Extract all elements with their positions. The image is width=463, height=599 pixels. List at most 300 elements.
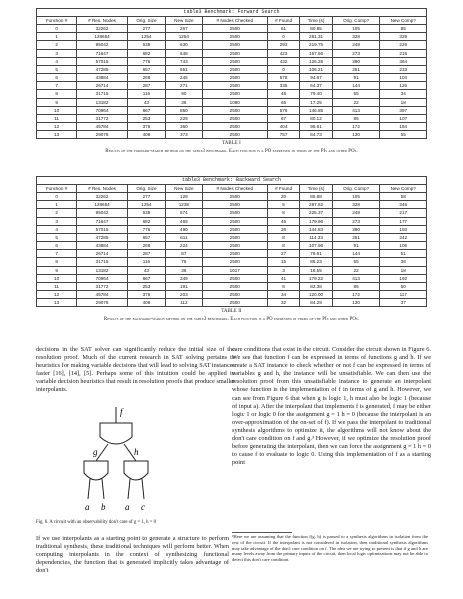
input-label-b: b: [101, 502, 106, 512]
table-cell: 5: [267, 201, 300, 209]
table-cell: 349: [165, 274, 202, 282]
table-cell: 273: [332, 217, 380, 225]
table-cell: 67: [267, 114, 300, 122]
table-cell: 8: [267, 242, 300, 250]
table-cell: 413: [332, 274, 380, 282]
table-cell: 268: [127, 242, 165, 250]
table-cell: 611: [165, 233, 202, 241]
column-header: Orig. Comp?: [332, 17, 380, 25]
table-cell: 3: [37, 49, 77, 57]
table-header-row: [37, 17, 427, 25]
table-cell: 13: [37, 131, 77, 139]
table-cell: 8: [37, 258, 77, 266]
table-cell: 335: [267, 82, 300, 90]
table-cell: 404: [267, 123, 300, 131]
table-cell: 11: [37, 282, 77, 290]
table-cell: 48: [267, 90, 300, 98]
table-cell: 79.40: [300, 90, 332, 98]
table-cell: 578: [267, 74, 300, 82]
table-cell: 12: [37, 123, 77, 131]
top-gate: [100, 423, 132, 444]
table-cell: 106: [380, 242, 427, 250]
table-i-label: TABLE I: [222, 141, 241, 147]
table-cell: 45784: [77, 123, 128, 131]
table-cell: 2500: [202, 282, 267, 290]
table-cell: 13182: [77, 98, 128, 106]
table-cell: 57015: [77, 57, 128, 65]
table-cell: 41: [267, 274, 300, 282]
table-cell: 90: [165, 90, 202, 98]
table-cell: 36: [380, 258, 427, 266]
table-cell: 86: [332, 114, 380, 122]
table-cell: 408: [127, 131, 165, 139]
table-cell: 128654: [77, 33, 128, 41]
column-header: # Nodes Checked: [202, 185, 267, 193]
table-cell: 682: [127, 49, 165, 57]
table-header-row: [37, 185, 427, 193]
table-cell: 29078: [77, 131, 128, 139]
column-header: Function #: [37, 185, 77, 193]
table-row: [37, 250, 427, 258]
table-cell: 51: [380, 250, 427, 258]
table-cell: 126: [380, 82, 427, 90]
table-cell: 32262: [77, 25, 128, 33]
table-cell: 114.33: [300, 233, 332, 241]
wire-g: [96, 444, 108, 461]
table-cell: 34: [380, 90, 427, 98]
left-paragraph-1: decisions in the SAT solver can significantly reduce the initial size of the resolution proof. Much of the current research in SAT solving pertains to heuristics for making variable decisions that will lead to solving SAT instances faster [16], [14], [5]. Perhaps some of this intuition could be applied to variable decision heuristics that result in resolution proofs that produce smaller interpolants.: [36, 346, 235, 394]
table-cell: 57015: [77, 225, 128, 233]
table-cell: 177: [380, 217, 427, 225]
table-cell: 225.37: [300, 209, 332, 217]
table-cell: 10: [37, 274, 77, 282]
table-cell: 36: [165, 266, 202, 274]
table-cell: 120.00: [300, 291, 332, 299]
table-cell: 2500: [202, 299, 267, 307]
table-cell: 233: [380, 65, 427, 73]
table-cell: 1: [37, 33, 77, 41]
table-cell: 2500: [202, 57, 267, 65]
table-row: [37, 291, 427, 299]
table-row: [37, 209, 427, 217]
table-cell: 86: [332, 282, 380, 290]
table-cell: 76.61: [300, 250, 332, 258]
forward-search-table: [36, 8, 427, 139]
table-cell: 22: [332, 98, 380, 106]
table-cell: 45: [267, 217, 300, 225]
table-cell: 8: [267, 233, 300, 241]
table-cell: 245: [165, 74, 202, 82]
table-cell: 76: [165, 258, 202, 266]
table-cell: 2500: [202, 74, 267, 82]
table-row: [37, 225, 427, 233]
table-cell: 85.88: [300, 193, 332, 201]
left-gate: [84, 461, 108, 480]
table-cell: 117: [380, 291, 427, 299]
table-row: [37, 201, 427, 209]
table-cell: 91: [332, 74, 380, 82]
table-cell: 682: [127, 217, 165, 225]
left-column: [36, 346, 235, 395]
table-cell: 94.67: [300, 74, 332, 82]
table-cell: 32262: [77, 193, 128, 201]
table-cell: 277: [127, 25, 165, 33]
table-cell: 58: [380, 193, 427, 201]
table-cell: 146.85: [300, 106, 332, 114]
input-wire-a1: [88, 479, 90, 499]
column-header: Time (s): [300, 17, 332, 25]
table-cell: 8: [37, 90, 77, 98]
table-ii-title: table3 Benchmark: Backward Search: [36, 176, 427, 184]
table-row: [37, 90, 427, 98]
table-cell: 1254: [127, 201, 165, 209]
table-cell: 18: [380, 266, 427, 274]
input-wire-b: [102, 479, 104, 499]
table-row: [37, 65, 427, 73]
table-i-caption: Results of the forward-search method on the table3 benchmark. Each function is a PO expressed in terms of the PIs and other POs.: [105, 148, 358, 154]
table-cell: 1254: [165, 33, 202, 41]
table-cell: 648: [165, 49, 202, 57]
table-cell: 376: [127, 123, 165, 131]
table-cell: 219.75: [300, 41, 332, 49]
table-cell: 242: [380, 233, 427, 241]
table-row: [37, 242, 427, 250]
table-cell: 8: [267, 282, 300, 290]
table-cell: 128654: [77, 201, 128, 209]
table-cell: 6: [37, 242, 77, 250]
table-row: [37, 57, 427, 65]
table-cell: 287.62: [300, 201, 332, 209]
table-cell: 32: [267, 299, 300, 307]
column-header: Orig. Size: [127, 17, 165, 25]
footnote-rule: [232, 532, 292, 533]
table-cell: 574: [165, 209, 202, 217]
table-cell: 11: [37, 114, 77, 122]
table-cell: 251: [332, 233, 380, 241]
table-cell: 328: [332, 33, 380, 41]
table-cell: 2500: [202, 90, 267, 98]
table-cell: 16.55: [300, 266, 332, 274]
table-row: [37, 74, 427, 82]
table-cell: 2500: [202, 25, 267, 33]
table-cell: 215: [380, 49, 427, 57]
table-cell: 8: [267, 209, 300, 217]
table-cell: 360: [165, 123, 202, 131]
table-cell: 229: [165, 114, 202, 122]
table-cell: 657: [127, 65, 165, 73]
table-cell: 43884: [77, 74, 128, 82]
table-cell: 7: [37, 250, 77, 258]
column-header: New Comp?: [380, 17, 427, 25]
table-cell: 638: [127, 209, 165, 217]
table-cell: 469: [165, 217, 202, 225]
table-cell: 55: [380, 131, 427, 139]
table-ii-label: TABLE II: [221, 309, 242, 315]
table-cell: 743: [165, 57, 202, 65]
label-g: g: [93, 447, 98, 457]
table-row: [37, 25, 427, 33]
table-cell: 5: [37, 233, 77, 241]
table-cell: 85.23: [300, 258, 332, 266]
table-cell: 397: [380, 106, 427, 114]
table-cell: 105: [332, 193, 380, 201]
table-cell: 126.26: [300, 57, 332, 65]
table-row: [37, 274, 427, 282]
table-cell: 15: [267, 258, 300, 266]
table-i-block: [36, 8, 427, 155]
table-cell: 2500: [202, 209, 267, 217]
table-cell: 82.38: [300, 282, 332, 290]
table-cell: 26: [267, 225, 300, 233]
table-cell: 26714: [77, 82, 128, 90]
table-cell: 179.96: [300, 217, 332, 225]
table-cell: 380: [332, 225, 380, 233]
table-cell: 287: [127, 82, 165, 90]
table-cell: 31715: [77, 258, 128, 266]
table-cell: 2500: [202, 225, 267, 233]
table-cell: 104: [380, 74, 427, 82]
table-cell: 84.29: [300, 299, 332, 307]
table-cell: 47285: [77, 233, 128, 241]
table-cell: 91: [332, 242, 380, 250]
table-cell: 95042: [77, 209, 128, 217]
table-cell: 0: [267, 65, 300, 73]
table-cell: 2500: [202, 33, 267, 41]
table-cell: 107: [380, 114, 427, 122]
table-cell: 5: [37, 65, 77, 73]
table-cell: 64.37: [300, 82, 332, 90]
table-ii-block: [36, 176, 427, 323]
table-cell: 277: [127, 193, 165, 201]
table-cell: 2500: [202, 201, 267, 209]
table-cell: 253: [127, 114, 165, 122]
table-row: [37, 49, 427, 57]
table-row: [37, 98, 427, 106]
table-cell: 281.31: [300, 33, 332, 41]
table-cell: 179.22: [300, 274, 332, 282]
table-cell: 432: [267, 57, 300, 65]
table-cell: 2500: [202, 131, 267, 139]
table-cell: 271: [165, 82, 202, 90]
table-cell: 20: [267, 193, 300, 201]
table-cell: 248: [332, 209, 380, 217]
table-cell: 2500: [202, 250, 267, 258]
table-cell: 36: [165, 98, 202, 106]
table-cell: 251: [332, 65, 380, 73]
table-cell: 17.25: [300, 98, 332, 106]
table-cell: 80.12: [300, 114, 332, 122]
table-row: [37, 33, 427, 41]
table-cell: 2500: [202, 106, 267, 114]
right-gate: [124, 461, 148, 480]
table-cell: 50: [380, 282, 427, 290]
table-cell: 657: [127, 233, 165, 241]
table-cell: 172: [332, 123, 380, 131]
table-cell: 2500: [202, 242, 267, 250]
column-header: # Found: [267, 17, 300, 25]
table-cell: 850: [165, 106, 202, 114]
table-cell: 47285: [77, 65, 128, 73]
column-header: # Res. Nodes: [77, 17, 128, 25]
table-cell: 80.85: [300, 25, 332, 33]
table-cell: 55: [332, 258, 380, 266]
table-cell: 293: [267, 41, 300, 49]
table-cell: 490: [165, 225, 202, 233]
table-row: [37, 106, 427, 114]
table-cell: 144: [332, 250, 380, 258]
table-cell: 105: [332, 25, 380, 33]
table-cell: 651: [165, 65, 202, 73]
table-i-title: table3 Benchmark: Forward Search: [36, 8, 427, 16]
table-cell: 776: [127, 57, 165, 65]
table-cell: 13: [37, 299, 77, 307]
circuit-figure: [56, 403, 176, 519]
left-paragraph-2: If we use interpolants as a starting point to generate a structure to perform traditional synthesis, these traditional techniques will perform better. When computing interpolants in the context of synthesizing functional dependencies, the function that is generated implicitly takes advantage of don't: [36, 535, 229, 575]
table-cell: 0: [37, 193, 77, 201]
table-cell: 2500: [202, 291, 267, 299]
table-cell: 630: [165, 41, 202, 49]
table-cell: 0: [267, 33, 300, 41]
table-cell: 373: [165, 131, 202, 139]
table-cell: 172: [332, 291, 380, 299]
table-cell: 43: [127, 98, 165, 106]
table-cell: 107.96: [300, 242, 332, 250]
table-cell: 116: [127, 258, 165, 266]
table-cell: 13182: [77, 266, 128, 274]
table-cell: 129: [165, 193, 202, 201]
output-label-f: f: [120, 407, 123, 417]
table-cell: 0: [37, 25, 77, 33]
table-cell: 2500: [202, 41, 267, 49]
table-cell: 10: [37, 106, 77, 114]
table-row: [37, 233, 427, 241]
table-cell: 203: [165, 291, 202, 299]
table-cell: 87: [165, 250, 202, 258]
table-cell: 376: [127, 291, 165, 299]
table-cell: 157.66: [300, 49, 332, 57]
table-cell: 2500: [202, 258, 267, 266]
table-cell: 423: [267, 49, 300, 57]
table-cell: 217: [380, 209, 427, 217]
table-row: [37, 114, 427, 122]
table-cell: 2500: [202, 65, 267, 73]
column-header: Orig. Size: [127, 185, 165, 193]
table-cell: 267: [165, 25, 202, 33]
table-ii-caption: Results of the backward-search method on the table3 benchmark. Each function is a PO expressed in terms of the PIs and other POs.: [103, 316, 360, 322]
table-cell: 226: [380, 41, 427, 49]
table-cell: 12: [37, 291, 77, 299]
table-cell: 867: [127, 106, 165, 114]
table-cell: 34: [267, 291, 300, 299]
input-wire-a2: [128, 479, 130, 499]
table-cell: 776: [127, 225, 165, 233]
table-cell: 3: [37, 217, 77, 225]
table-cell: 26714: [77, 250, 128, 258]
table-cell: 638: [127, 41, 165, 49]
table-ii-caption-block: [36, 309, 427, 322]
table-cell: 2500: [202, 193, 267, 201]
table-cell: 27: [267, 250, 300, 258]
table-cell: 9: [37, 98, 77, 106]
table-cell: 2500: [202, 123, 267, 131]
table-cell: 2500: [202, 114, 267, 122]
table-cell: 43884: [77, 242, 128, 250]
column-header: New Size: [165, 185, 202, 193]
table-cell: 192: [380, 274, 427, 282]
table-cell: 112: [165, 299, 202, 307]
column-header: Time (s): [300, 185, 332, 193]
table-cell: 268: [127, 74, 165, 82]
table-cell: 184: [380, 123, 427, 131]
table-cell: 273: [332, 49, 380, 57]
input-label-a1: a: [85, 502, 90, 512]
backward-search-table: [36, 176, 427, 307]
table-cell: 1238: [165, 201, 202, 209]
table-cell: 253: [127, 282, 165, 290]
table-cell: 224: [165, 242, 202, 250]
table-cell: 2: [37, 41, 77, 49]
table-cell: 116: [127, 90, 165, 98]
table-i-caption-block: [36, 141, 427, 154]
table-cell: 2500: [202, 217, 267, 225]
table-cell: 1017: [202, 266, 267, 274]
table-cell: 2500: [202, 49, 267, 57]
table-cell: 61: [267, 25, 300, 33]
input-label-c: c: [141, 502, 145, 512]
right-paragraph: care conditions that exist in the circuit. Consider the circuit shown in Figure 6. We see that function f can be expressed in terms of functions g and h. If we create a SAT instance to check whether or not f can be expressed in terms of variables g and h, the instance will be unsatisfiable. We can then use the resolution proof from this unsatisfiable instance to generate an interpolant whose function is the implementation of f in terms of g and h. However, we can see from Figure 6 that when g is logic 1, h must also be logic 1 (because of input a). After the interpolant that implements f is generated, f may be either logic 1 or logic 0 for the assignment g = 1 h = 0 (because the interpolant is an over-approximation of the on-set of f). If we pass the interpolant to traditional synthesis algorithms to optimize it, the algorithms will not know about the don't care condition on f and g.³ However, if we optimize the resolution proof before generating the interpolant, then we can force the assignment g = 1 h = 0 to cause f to evaluate to logic 0. Using this implementation of f as a starting point: [232, 346, 431, 467]
table-cell: 757: [267, 131, 300, 139]
table-cell: 6: [37, 74, 77, 82]
table-cell: 70964: [77, 106, 128, 114]
table-cell: 867: [127, 274, 165, 282]
table-cell: 29078: [77, 299, 128, 307]
table-cell: 18: [380, 98, 427, 106]
table-cell: 328: [332, 201, 380, 209]
table-cell: 2500: [202, 274, 267, 282]
column-header: # Nodes Checked: [202, 17, 267, 25]
table-cell: 37: [380, 299, 427, 307]
table-cell: 130: [332, 131, 380, 139]
footnote: ³Here we are assuming that the function f(g, h) is passed to a synthesis algorithms in isolation from the rest of the circuit. If the interpolant is not considered in isolation, then traditional synthesis algorithms may take advantage of the don't care condition on f. The idea we are trying to present is that if g and h are many levels away from the primary inputs of the circuit, then local logic optimizations may not be able to detect this don't care condition.: [232, 534, 428, 563]
column-header: # Found: [267, 185, 300, 193]
table-cell: 2500: [202, 82, 267, 90]
table-cell: 413: [332, 106, 380, 114]
table-cell: 31715: [77, 90, 128, 98]
table-cell: 45784: [77, 291, 128, 299]
table-cell: 3: [267, 266, 300, 274]
table-cell: 364: [380, 57, 427, 65]
table-cell: 64.73: [300, 131, 332, 139]
table-cell: 1: [37, 201, 77, 209]
table-cell: 4: [37, 57, 77, 65]
table-cell: 193: [380, 225, 427, 233]
column-header: Orig. Comp?: [332, 185, 380, 193]
table-cell: 98.61: [300, 123, 332, 131]
column-header: New Size: [165, 17, 202, 25]
table-cell: 71647: [77, 217, 128, 225]
table-cell: 130: [332, 299, 380, 307]
table-cell: 287: [127, 250, 165, 258]
column-header: Function #: [37, 17, 77, 25]
input-label-a2: a: [125, 502, 130, 512]
input-wire-c: [142, 479, 144, 499]
table-cell: 65: [267, 98, 300, 106]
table-cell: 346: [380, 201, 427, 209]
table-cell: 144: [332, 82, 380, 90]
table-row: [37, 299, 427, 307]
table-cell: 144.83: [300, 225, 332, 233]
table-cell: 31772: [77, 114, 128, 122]
